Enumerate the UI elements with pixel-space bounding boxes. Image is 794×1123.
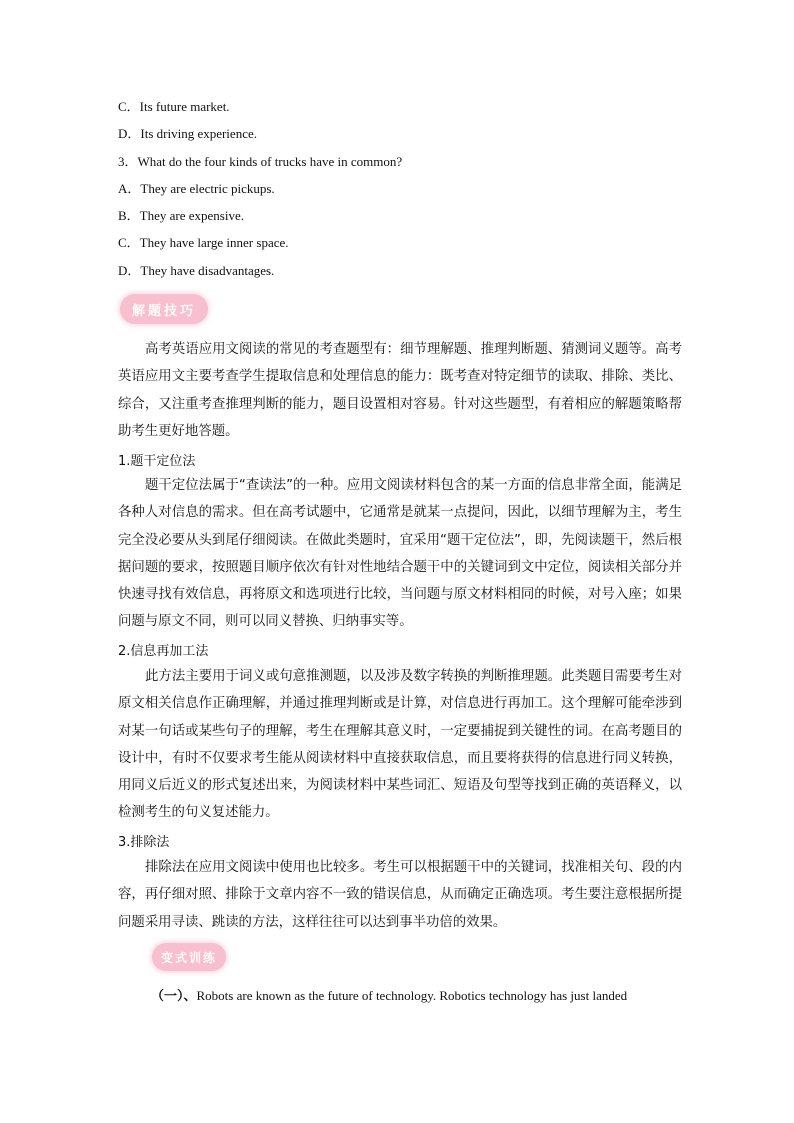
passage-marker: （一）、	[151, 989, 197, 1004]
method-3-heading: 3.排除法	[118, 835, 170, 850]
question-3-stem: 3．What do the four kinds of trucks have in common?	[118, 154, 403, 169]
method-2-body: 此方法主要用于词义或句意推测题，以及涉及数字转换的判断推理题。此类题目需要考生对原文相关信息作正确理解，并通过推理判断或是计算，对信息进行再加工。这个理解可能牵涉到对某一句话或某些句子的理解，考生在理解其意义时，一定要捕捉到关键性的词。在高考题目的设计中，有时不仅要求考生能从阅读材料中直接获取信息，而且要将获得的信息进行同义转换，用同义后近义的形式复述出来，为阅读材料中某些词汇、短语及句型等找到正确的英语释义，以检测考生的句义复述能力。	[118, 669, 682, 821]
option-c: C．They have large inner space.	[118, 235, 289, 250]
method-1-heading: 1.题干定位法	[118, 454, 196, 469]
option-b: B．They are expensive.	[118, 208, 244, 223]
passage-first-line	[151, 985, 627, 1004]
option-d: D．They have disadvantages.	[118, 263, 275, 278]
method-2-heading: 2.信息再加工法	[118, 644, 209, 659]
method-1-body: 题干定位法属于“查读法”的一种。应用文阅读材料包含的某一方面的信息非常全面，能满足各种人对信息的需求。但在高考试题中，它通常是就某一点提问，因此，以细节理解为主，考生完全没必要从头到尾仔细阅读。在做此类题时，宜采用“题干定位法”，即，先阅读题干，然后根据问题的要求，按照题目顺序依次有针对性地结合题干中的关键词到文中定位，阅读相关部分并快速寻找有效信息，再将原文和选项进行比较，当问题与原文材料相同的时候，对号入座；如果问题与原文不同，则可以同义替换、归纳事实等。	[118, 478, 682, 630]
tips-badge: 解题技巧	[120, 294, 208, 324]
practice-badge: 变式训练	[152, 943, 226, 971]
intro-paragraph: 高考英语应用文阅读的常见的考查题型有：细节理解题、推理判断题、猜测词义题等。高考英语应用文主要考查学生提取信息和处理信息的能力：既考查对特定细节的读取、排除、类比、综合，又注重考查推理判断的能力，题目设置相对容易。针对这些题型，有着相应的解题策略帮助考生更好地答题。	[118, 342, 682, 439]
option-d: D．Its driving experience.	[118, 126, 257, 141]
method-3-body: 排除法在应用文阅读中使用也比较多。考生可以根据题干中的关键词，找准相关句、段的内容，再仔细对照、排除于文章内容不一致的错误信息，从而确定正确选项。考生要注意根据所提问题采用寻读、跳读的方法，这样往往可以达到事半功倍的效果。	[118, 860, 682, 930]
option-c: C．Its future market.	[118, 99, 230, 114]
option-a: A．They are electric pickups.	[118, 181, 275, 196]
passage-text: Robots are known as the future of technology. Robotics technology has just landed	[196, 988, 628, 1003]
